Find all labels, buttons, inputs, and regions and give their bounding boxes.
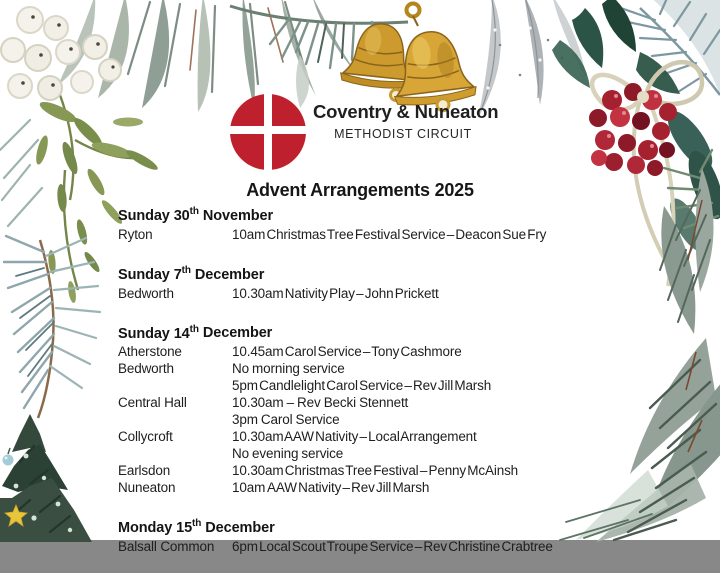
heading-month: December — [202, 325, 273, 342]
schedule-row — [118, 394, 598, 411]
location-cell: Collycroft — [118, 429, 173, 445]
service-detail-cell: 10.30am AAW Nativity – Local Arrangement — [232, 429, 477, 445]
heading-day: Sunday 30 — [118, 207, 190, 224]
service-detail-cell: 10am Christmas Tree Festival Service – Deacon Sue Fry — [232, 226, 547, 242]
schedule-row — [118, 360, 598, 377]
section-heading — [118, 202, 598, 226]
section-heading — [118, 261, 598, 285]
section-heading — [118, 514, 598, 538]
heading-month: December — [194, 266, 265, 283]
schedule-row — [118, 428, 598, 445]
circuit-name: Coventry & Nuneaton — [313, 101, 499, 122]
service-detail-cell: 10.30am Christmas Tree Festival – Penny McAinsh — [232, 463, 519, 479]
heading-month: November — [202, 207, 274, 224]
service-detail-cell: 10.45am Carol Service – Tony Cashmore — [232, 344, 462, 360]
schedule-row — [118, 411, 598, 428]
heading-ordinal: th — [192, 518, 202, 530]
page-title: Advent Arrangements 2025 — [246, 180, 474, 200]
heading-day: Monday 15 — [118, 520, 193, 537]
location-cell: Bedworth — [118, 285, 174, 301]
location-cell: Nuneaton — [118, 480, 176, 496]
schedule-section — [118, 261, 598, 302]
location-cell — [118, 411, 232, 428]
location-cell — [118, 445, 232, 462]
schedule-row — [118, 377, 598, 394]
logo-text — [313, 101, 499, 141]
service-detail-cell: 3pm Carol Service — [232, 412, 340, 428]
location-cell: Earlsdon — [118, 463, 171, 479]
service-detail-cell: No morning service — [232, 361, 345, 377]
schedule-section — [118, 514, 598, 555]
schedule — [118, 202, 598, 573]
heading-day: Sunday 7 — [118, 266, 182, 283]
service-detail-cell: 6pm Local Scout Troupe Service – Rev Christine Crabtree — [232, 539, 553, 555]
circuit-subtitle: METHODIST CIRCUIT — [334, 127, 472, 141]
location-cell: Atherstone — [118, 344, 182, 360]
service-detail-cell: No evening service — [232, 446, 344, 462]
schedule-section — [118, 320, 598, 497]
schedule-row — [118, 226, 598, 243]
schedule-section — [118, 202, 598, 243]
heading-month: December — [205, 520, 275, 537]
service-detail-cell: 10.30am Nativity Play – John Prickett — [232, 285, 439, 301]
schedule-row — [118, 479, 598, 496]
location-cell — [118, 377, 232, 394]
schedule-row — [118, 538, 598, 555]
location-cell: Bedworth — [118, 361, 174, 377]
location-cell: Central Hall — [118, 395, 187, 411]
schedule-row — [118, 285, 598, 302]
location-cell: Balsall Common — [118, 539, 215, 555]
schedule-row — [118, 462, 598, 479]
location-cell: Ryton — [118, 226, 153, 242]
schedule-row — [118, 343, 598, 360]
heading-ordinal: th — [189, 206, 199, 217]
service-detail-cell: 5pm Candlelight Carol Service – Rev Jill Marsh — [232, 378, 492, 394]
schedule-row — [118, 445, 598, 462]
section-heading — [118, 320, 598, 344]
heading-ordinal: th — [181, 264, 191, 276]
service-detail-cell: 10am AAW Nativity – Rev Jill Marsh — [232, 480, 430, 496]
heading-day: Sunday 14 — [118, 325, 190, 342]
heading-ordinal: th — [189, 323, 199, 335]
service-detail-cell: 10.30am – Rev Becki Stennett — [232, 395, 409, 411]
methodist-cross-and-orb-icon — [226, 90, 310, 174]
